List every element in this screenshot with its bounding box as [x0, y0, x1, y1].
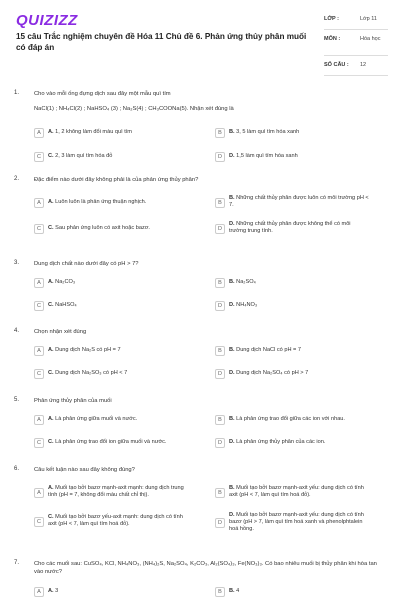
option-badge: D	[215, 224, 225, 234]
option-text: 3, 5 làm quì tím hóa xanh	[236, 129, 300, 135]
option-key: D.	[229, 221, 235, 227]
option-key: D.	[229, 302, 235, 308]
option-text: NaHSO₄	[55, 302, 77, 308]
option-text: Dung dịch Na₂SO₃ có pH < 7	[55, 370, 128, 376]
option-badge: D	[215, 369, 225, 379]
option-key: A.	[48, 199, 54, 205]
page-title: 15 câu Trắc nghiệm chuyên đề Hóa 11 Chủ đề 6. Phản ứng thủy phân muối có đáp án	[16, 32, 307, 52]
option-key: C.	[48, 370, 54, 376]
option-text: 3	[55, 588, 59, 594]
question-number: 1.	[14, 90, 20, 96]
option-badge: A	[34, 488, 44, 498]
option-text: Na₂CO₃	[55, 279, 76, 285]
subject-row	[324, 34, 388, 56]
question-number: 5.	[14, 397, 20, 403]
subject-label: MÔN :	[324, 36, 341, 42]
question-text: Đặc điểm nào dưới đây không phải là của phản ứng thủy phân?	[34, 177, 199, 183]
question-text: Cho vào mỗi ống đựng dịch sau đây một mẫu quì tím	[34, 91, 171, 97]
option-key: C.	[48, 514, 54, 520]
option-badge: A	[34, 415, 44, 425]
option-text: NH₄NO₃	[236, 302, 258, 308]
option-badge: B	[215, 346, 225, 356]
option-text: Luôn luôn là phản ứng thuận nghịch.	[55, 199, 147, 205]
option-key: B.	[229, 347, 235, 353]
count-row	[324, 60, 388, 76]
question-number: 7.	[14, 560, 20, 566]
option-badge: C	[34, 369, 44, 379]
option-text: 1,5 làm quì tím hóa xanh	[236, 153, 298, 159]
subject-value: Hóa học	[360, 36, 381, 42]
option-key: A.	[48, 129, 54, 135]
option-key: A.	[48, 279, 54, 285]
option-badge: A	[34, 346, 44, 356]
option-key: B.	[229, 195, 235, 201]
option-text: Muối tạo bởi bazơ yếu-axit mạnh: dung dịch có tính axit (pH < 7, làm quì tím hoá đỏ).	[48, 514, 183, 527]
question-text: Phản ứng thủy phân của muối	[34, 398, 112, 404]
option-key: A.	[48, 588, 54, 594]
option-badge: D	[215, 518, 225, 528]
count-value: 12	[360, 62, 367, 68]
question-text: Cho các muối sau: CuSO₄, KCl, NH₄NO₃, (NH₄)₂S, Na₂SO₄, K₂CO₃, Al₂(SO₄)₃, Fe(NO₃)₃. Có bao nhiêu muối bị thủy phân khi hòa tan vào nước?	[34, 561, 377, 575]
question-text: Dung dịch chất nào dưới đây có pH > 7?	[34, 261, 139, 267]
option-badge: B	[215, 488, 225, 498]
question-text: Câu kết luận nào sau đây không đúng?	[34, 467, 135, 473]
option-badge: B	[215, 198, 225, 208]
question-number: 6.	[14, 466, 20, 472]
option-text: Na₂SO₄	[236, 279, 256, 285]
option-text: Dung dịch Na₂SO₄ có pH > 7	[236, 370, 309, 376]
option-key: D.	[229, 153, 235, 159]
worksheet-header	[0, 0, 400, 70]
option-text: Muối tạo bởi bazơ mạnh-axit mạnh: dung dịch trung tính (pH = 7, không đổi màu chất chỉ thị).	[48, 485, 184, 498]
option-key: D.	[229, 512, 235, 518]
option-text: Những chất thủy phân được không thể có môi trường trung tính.	[229, 221, 351, 234]
option-badge: D	[215, 152, 225, 162]
option-text: Muối tạo bởi bazơ mạnh-axit yếu: dung dịch có tính axit (pH < 7, làm quì tím hoá đỏ).	[229, 485, 364, 498]
option-key: A.	[48, 485, 54, 491]
option-badge: A	[34, 128, 44, 138]
option-text: Là phản ứng trao đổi ion giữa muối và nước.	[55, 439, 167, 445]
option-key: B.	[229, 588, 235, 594]
option-badge: C	[34, 224, 44, 234]
question-number: 2.	[14, 176, 20, 182]
option-key: B.	[229, 129, 235, 135]
option-badge: C	[34, 152, 44, 162]
option-key: D.	[229, 370, 235, 376]
option-badge: A	[34, 587, 44, 597]
option-key: D.	[229, 439, 235, 445]
option-text: 1, 2 không làm đổi màu quì tím	[55, 129, 132, 135]
class-label: LỚP :	[324, 16, 339, 22]
option-key: A.	[48, 347, 54, 353]
option-text: 4	[236, 588, 240, 594]
option-key: C.	[48, 225, 54, 231]
option-badge: A	[34, 198, 44, 208]
option-text: 2, 3 làm quì tím hóa đỏ	[55, 153, 113, 159]
option-key: B.	[229, 485, 235, 491]
option-badge: D	[215, 438, 225, 448]
option-key: C.	[48, 439, 54, 445]
option-text: Dung dịch NaCl có pH = 7	[236, 347, 301, 353]
option-key: B.	[229, 279, 235, 285]
option-badge: B	[215, 587, 225, 597]
option-key: C.	[48, 153, 54, 159]
option-badge: B	[215, 278, 225, 288]
question-number: 3.	[14, 260, 20, 266]
option-badge: C	[34, 438, 44, 448]
option-text: Muối tạo bởi bazơ mạnh-axit yếu: dung dịch có tính bazơ (pH > 7, làm quì tím hoá xanh và phenolphtalein hoá hồng.	[229, 512, 364, 532]
question-text: Chọn nhận xét đúng	[34, 329, 87, 335]
option-text: Là phản ứng thủy phân của các ion.	[236, 439, 326, 445]
quizizz-logo: QUIZIZZ	[16, 12, 78, 29]
option-badge: B	[215, 128, 225, 138]
worksheet-meta	[324, 14, 388, 80]
count-label: SỐ CÂU :	[324, 62, 349, 68]
option-badge: D	[215, 301, 225, 311]
option-text: Là phản ứng giữa muối và nước.	[55, 416, 138, 422]
class-value: Lớp 11	[360, 16, 377, 22]
option-text: Dung dịch Na₂S có pH = 7	[55, 347, 121, 353]
question-number: 4.	[14, 328, 20, 334]
option-text: Sau phản ứng luôn có axit hoặc bazơ.	[55, 225, 150, 231]
option-key: A.	[48, 416, 54, 422]
option-text: Những chất thủy phân được luôn có môi trường pH < 7.	[229, 195, 369, 208]
option-badge: A	[34, 278, 44, 288]
question-subtext: NaCl(1) ; NH₄Cl(2) ; NaHSO₄ (3) ; Na₂S(4) ; CH₃COONa(5). Nhận xét đúng là	[34, 106, 234, 112]
option-badge: B	[215, 415, 225, 425]
option-key: B.	[229, 416, 235, 422]
class-row	[324, 14, 388, 30]
option-badge: C	[34, 517, 44, 527]
option-text: Là phản ứng trao đổi giữa các ion với nhau.	[236, 416, 345, 422]
option-key: C.	[48, 302, 54, 308]
option-badge: C	[34, 301, 44, 311]
